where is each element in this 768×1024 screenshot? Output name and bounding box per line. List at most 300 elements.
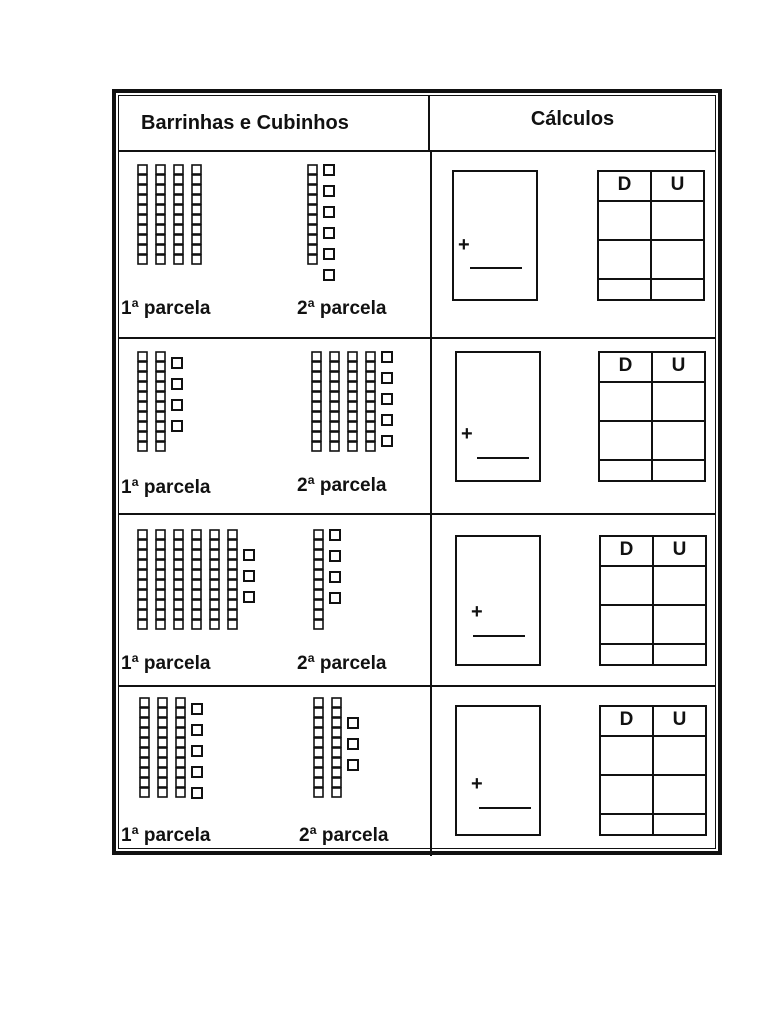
ten-rod-cell	[366, 402, 375, 411]
ten-rod-cell	[192, 580, 201, 589]
unit-cube	[348, 718, 358, 728]
unit-cube	[382, 373, 392, 383]
unit-cube	[172, 379, 182, 389]
sum-line	[479, 807, 531, 809]
place-value-chart[interactable]	[599, 705, 707, 836]
ten-rod-cell	[332, 758, 341, 767]
unit-cube	[324, 207, 334, 217]
ten-rod-cell	[192, 590, 201, 599]
ten-rod-cell	[174, 620, 183, 629]
ten-rod-cell	[330, 352, 339, 361]
ten-rod-cell	[174, 225, 183, 234]
unit-cube	[192, 725, 202, 735]
ten-rod-cell	[312, 352, 321, 361]
ten-rod-cell	[348, 432, 357, 441]
ten-rod-cell	[314, 550, 323, 559]
ten-rod-cell	[210, 560, 219, 569]
ten-rod-cell	[156, 570, 165, 579]
ten-rod-cell	[348, 412, 357, 421]
addition-box[interactable]	[455, 705, 541, 836]
ten-rod-cell	[314, 748, 323, 757]
ten-rod-cell	[156, 392, 165, 401]
ten-rod-cell	[314, 570, 323, 579]
ten-rod-cell	[228, 570, 237, 579]
ten-rod-cell	[174, 580, 183, 589]
ten-rod-cell	[330, 422, 339, 431]
ten-rod-cell	[308, 245, 317, 254]
ten-rod-cell	[314, 590, 323, 599]
ten-rod-cell	[192, 530, 201, 539]
ten-rod-cell	[156, 175, 165, 184]
ten-rod-cell	[210, 550, 219, 559]
ten-rod-cell	[332, 748, 341, 757]
ten-rod-cell	[140, 718, 149, 727]
ten-rod-cell	[156, 620, 165, 629]
ten-rod-cell	[158, 778, 167, 787]
ten-rod-cell	[174, 195, 183, 204]
ten-rod-cell	[138, 382, 147, 391]
units-column-header: U	[652, 353, 704, 382]
ten-rod-cell	[174, 185, 183, 194]
du-cell[interactable]	[653, 644, 705, 664]
ten-rod-cell	[192, 245, 201, 254]
ten-rod-cell	[366, 382, 375, 391]
ten-rod-cell	[176, 708, 185, 717]
ten-rod-cell	[228, 530, 237, 539]
du-cell[interactable]	[601, 775, 653, 814]
ten-rod-cell	[156, 205, 165, 214]
ten-rod-cell	[176, 748, 185, 757]
ten-rod-cell	[176, 718, 185, 727]
first-addend-tens	[137, 164, 209, 271]
ten-rod-cell	[366, 432, 375, 441]
unit-cube	[192, 767, 202, 777]
ten-rod-cell	[174, 600, 183, 609]
du-cell[interactable]	[600, 460, 652, 480]
ten-rod-cell	[140, 748, 149, 757]
ten-rod-cell	[348, 372, 357, 381]
ten-rod-cell	[330, 402, 339, 411]
tens-column-header: D	[599, 172, 651, 201]
ten-rod-cell	[156, 600, 165, 609]
ten-rod-cell	[138, 432, 147, 441]
ten-rod-cell	[210, 590, 219, 599]
place-value-chart[interactable]	[597, 170, 705, 301]
du-cell[interactable]	[653, 566, 705, 605]
sum-line	[473, 635, 525, 637]
first-addend-tens	[137, 529, 245, 636]
ten-rod-cell	[176, 758, 185, 767]
ten-rod-cell	[174, 175, 183, 184]
ten-rod-cell	[314, 718, 323, 727]
du-cell[interactable]	[600, 421, 652, 460]
du-cell[interactable]	[652, 382, 704, 421]
ten-rod-cell	[366, 392, 375, 401]
plus-sign: +	[461, 423, 473, 445]
second-addend-units	[347, 717, 360, 785]
ten-rod-cell	[138, 600, 147, 609]
second-addend-tens	[311, 351, 383, 458]
du-cell[interactable]	[600, 382, 652, 421]
ten-rod-cell	[156, 382, 165, 391]
ten-rod-cell	[332, 728, 341, 737]
ten-rod-cell	[348, 382, 357, 391]
du-cell[interactable]	[601, 814, 653, 834]
ten-rod-cell	[158, 718, 167, 727]
ten-rod-cell	[332, 778, 341, 787]
place-value-chart[interactable]	[598, 351, 706, 482]
ten-rod-cell	[366, 442, 375, 451]
addition-box[interactable]	[455, 351, 541, 482]
sum-line	[470, 267, 522, 269]
ten-rod-cell	[192, 620, 201, 629]
plus-sign: +	[471, 601, 483, 623]
ten-rod-cell	[314, 580, 323, 589]
unit-cube	[382, 415, 392, 425]
ten-rod-cell	[330, 442, 339, 451]
header-calculations: Cálculos	[430, 96, 715, 152]
unit-cube	[330, 530, 340, 540]
ten-rod-cell	[314, 698, 323, 707]
unit-cube	[192, 746, 202, 756]
ten-rod-cell	[140, 788, 149, 797]
ten-rod-cell	[156, 590, 165, 599]
ten-rod-cell	[138, 195, 147, 204]
second-addend-label: 2ª parcela	[297, 653, 387, 674]
ten-rod-cell	[348, 422, 357, 431]
ten-rod-cell	[158, 728, 167, 737]
unit-cube	[244, 571, 254, 581]
plus-sign: +	[471, 773, 483, 795]
ten-rod-cell	[156, 255, 165, 264]
unit-cube	[382, 352, 392, 362]
du-cell[interactable]	[652, 421, 704, 460]
unit-cube	[382, 394, 392, 404]
ten-rod-cell	[348, 442, 357, 451]
ten-rod-cell	[312, 362, 321, 371]
ten-rod-cell	[138, 620, 147, 629]
ten-rod-cell	[174, 215, 183, 224]
ten-rod-cell	[312, 402, 321, 411]
ten-rod-cell	[308, 185, 317, 194]
du-cell[interactable]	[651, 279, 703, 299]
ten-rod-cell	[192, 540, 201, 549]
du-cell[interactable]	[601, 644, 653, 664]
du-cell[interactable]	[653, 775, 705, 814]
ten-rod-cell	[174, 560, 183, 569]
ten-rod-cell	[140, 768, 149, 777]
du-cell[interactable]	[653, 814, 705, 834]
unit-cube	[330, 593, 340, 603]
ten-rod-cell	[156, 245, 165, 254]
unit-cube	[348, 760, 358, 770]
first-addend-tens	[139, 697, 193, 804]
ten-rod-cell	[138, 175, 147, 184]
ten-rod-cell	[138, 540, 147, 549]
ten-rod-cell	[210, 540, 219, 549]
ten-rod-cell	[192, 550, 201, 559]
ten-rod-cell	[156, 560, 165, 569]
ten-rod-cell	[314, 708, 323, 717]
du-cell[interactable]	[601, 605, 653, 644]
unit-cube	[172, 400, 182, 410]
ten-rod-cell	[228, 550, 237, 559]
ten-rod-cell	[348, 392, 357, 401]
ten-rod-cell	[192, 255, 201, 264]
ten-rod-cell	[332, 698, 341, 707]
ten-rod-cell	[138, 205, 147, 214]
ten-rod-cell	[138, 590, 147, 599]
ten-rod-cell	[366, 422, 375, 431]
ten-rod-cell	[158, 758, 167, 767]
ten-rod-cell	[138, 372, 147, 381]
ten-rod-cell	[210, 530, 219, 539]
ten-rod-cell	[312, 382, 321, 391]
ten-rod-cell	[192, 600, 201, 609]
worksheet-table	[118, 95, 716, 849]
du-cell[interactable]	[653, 736, 705, 775]
ten-rod-cell	[156, 432, 165, 441]
ten-rod-cell	[332, 788, 341, 797]
du-cell[interactable]	[652, 460, 704, 480]
exercise-row-4	[119, 685, 715, 856]
unit-cube	[172, 358, 182, 368]
ten-rod-cell	[174, 530, 183, 539]
ten-rod-cell	[210, 620, 219, 629]
ten-rod-cell	[176, 768, 185, 777]
header-blocks: Barrinhas e Cubinhos	[119, 96, 430, 152]
ten-rod-cell	[174, 610, 183, 619]
ten-rod-cell	[140, 758, 149, 767]
ten-rod-cell	[314, 620, 323, 629]
ten-rod-cell	[156, 185, 165, 194]
exercise-row-2	[119, 337, 715, 513]
ten-rod-cell	[138, 392, 147, 401]
column-divider	[430, 339, 432, 513]
ten-rod-cell	[332, 768, 341, 777]
ten-rod-cell	[228, 620, 237, 629]
ten-rod-cell	[156, 422, 165, 431]
ten-rod-cell	[314, 758, 323, 767]
ten-rod-cell	[192, 165, 201, 174]
ten-rod-cell	[348, 402, 357, 411]
unit-cube	[244, 550, 254, 560]
unit-cube	[324, 165, 334, 175]
ten-rod-cell	[158, 698, 167, 707]
ten-rod-cell	[174, 550, 183, 559]
plus-sign: +	[458, 234, 470, 256]
ten-rod-cell	[174, 165, 183, 174]
ten-rod-cell	[210, 570, 219, 579]
ten-rod-cell	[330, 432, 339, 441]
ten-rod-cell	[330, 372, 339, 381]
ten-rod-cell	[228, 590, 237, 599]
ten-rod-cell	[156, 412, 165, 421]
ten-rod-cell	[158, 748, 167, 757]
ten-rod-cell	[192, 560, 201, 569]
ten-rod-cell	[140, 708, 149, 717]
du-cell[interactable]	[653, 605, 705, 644]
du-cell[interactable]	[599, 279, 651, 299]
second-addend-label: 2ª parcela	[297, 298, 387, 319]
ten-rod-cell	[156, 580, 165, 589]
ten-rod-cell	[332, 708, 341, 717]
ten-rod-cell	[308, 165, 317, 174]
ten-rod-cell	[314, 788, 323, 797]
ten-rod-cell	[158, 708, 167, 717]
exercise-row-3	[119, 513, 715, 685]
place-value-chart[interactable]	[599, 535, 707, 666]
unit-cube	[382, 436, 392, 446]
ten-rod-cell	[138, 352, 147, 361]
ten-rod-cell	[176, 738, 185, 747]
first-addend-units	[191, 703, 204, 813]
ten-rod-cell	[174, 540, 183, 549]
tens-column-header: D	[601, 537, 653, 566]
ten-rod-cell	[312, 412, 321, 421]
ten-rod-cell	[228, 610, 237, 619]
ten-rod-cell	[308, 235, 317, 244]
first-addend-label: 1ª parcela	[121, 653, 211, 674]
du-cell[interactable]	[651, 201, 703, 240]
first-addend-label: 1ª parcela	[121, 825, 211, 846]
ten-rod-cell	[228, 560, 237, 569]
ten-rod-cell	[176, 788, 185, 797]
ten-rod-cell	[308, 205, 317, 214]
ten-rod-cell	[156, 225, 165, 234]
first-addend-units	[243, 549, 256, 617]
ten-rod-cell	[314, 540, 323, 549]
ten-rod-cell	[176, 728, 185, 737]
du-cell[interactable]	[601, 566, 653, 605]
ten-rod-cell	[330, 362, 339, 371]
ten-rod-cell	[138, 570, 147, 579]
ten-rod-cell	[176, 698, 185, 707]
first-addend-units	[171, 357, 184, 446]
sum-line	[477, 457, 529, 459]
ten-rod-cell	[138, 580, 147, 589]
ten-rod-cell	[228, 580, 237, 589]
exercise-row-1	[119, 152, 715, 337]
ten-rod-cell	[174, 570, 183, 579]
ten-rod-cell	[332, 738, 341, 747]
second-addend-tens	[313, 697, 349, 804]
second-addend-units	[381, 351, 394, 461]
ten-rod-cell	[366, 362, 375, 371]
ten-rod-cell	[138, 245, 147, 254]
ten-rod-cell	[138, 442, 147, 451]
units-column-header: U	[653, 707, 705, 736]
ten-rod-cell	[312, 422, 321, 431]
addition-box[interactable]	[455, 535, 541, 666]
ten-rod-cell	[314, 768, 323, 777]
du-cell[interactable]	[601, 736, 653, 775]
ten-rod-cell	[228, 540, 237, 549]
ten-rod-cell	[158, 738, 167, 747]
column-divider	[430, 152, 432, 337]
unit-cube	[172, 421, 182, 431]
second-addend-units	[329, 529, 342, 618]
ten-rod-cell	[174, 255, 183, 264]
ten-rod-cell	[314, 610, 323, 619]
tens-column-header: D	[601, 707, 653, 736]
unit-cube	[192, 704, 202, 714]
unit-cube	[324, 186, 334, 196]
ten-rod-cell	[156, 442, 165, 451]
unit-cube	[324, 228, 334, 238]
units-column-header: U	[653, 537, 705, 566]
ten-rod-cell	[330, 382, 339, 391]
units-column-header: U	[651, 172, 703, 201]
first-addend-tens	[137, 351, 173, 458]
ten-rod-cell	[156, 372, 165, 381]
unit-cube	[324, 249, 334, 259]
ten-rod-cell	[210, 580, 219, 589]
ten-rod-cell	[210, 610, 219, 619]
ten-rod-cell	[138, 422, 147, 431]
ten-rod-cell	[140, 738, 149, 747]
du-cell[interactable]	[599, 201, 651, 240]
unit-cube	[244, 592, 254, 602]
ten-rod-cell	[138, 610, 147, 619]
ten-rod-cell	[330, 412, 339, 421]
ten-rod-cell	[138, 165, 147, 174]
ten-rod-cell	[314, 728, 323, 737]
ten-rod-cell	[308, 225, 317, 234]
ten-rod-cell	[314, 738, 323, 747]
ten-rod-cell	[348, 352, 357, 361]
ten-rod-cell	[158, 788, 167, 797]
first-addend-label: 1ª parcela	[121, 298, 211, 319]
ten-rod-cell	[192, 235, 201, 244]
first-addend-label: 1ª parcela	[121, 477, 211, 498]
du-cell[interactable]	[651, 240, 703, 279]
ten-rod-cell	[138, 225, 147, 234]
ten-rod-cell	[228, 600, 237, 609]
tens-column-header: D	[600, 353, 652, 382]
addition-box[interactable]	[452, 170, 538, 301]
ten-rod-cell	[192, 215, 201, 224]
ten-rod-cell	[140, 698, 149, 707]
ten-rod-cell	[348, 362, 357, 371]
ten-rod-cell	[192, 185, 201, 194]
ten-rod-cell	[174, 235, 183, 244]
ten-rod-cell	[314, 778, 323, 787]
ten-rod-cell	[174, 245, 183, 254]
ten-rod-cell	[308, 195, 317, 204]
ten-rod-cell	[156, 215, 165, 224]
ten-rod-cell	[138, 560, 147, 569]
ten-rod-cell	[156, 402, 165, 411]
ten-rod-cell	[192, 195, 201, 204]
unit-cube	[330, 551, 340, 561]
ten-rod-cell	[174, 205, 183, 214]
ten-rod-cell	[156, 195, 165, 204]
ten-rod-cell	[156, 362, 165, 371]
ten-rod-cell	[140, 728, 149, 737]
ten-rod-cell	[140, 778, 149, 787]
ten-rod-cell	[138, 412, 147, 421]
ten-rod-cell	[314, 560, 323, 569]
unit-cube	[324, 270, 334, 280]
ten-rod-cell	[156, 165, 165, 174]
ten-rod-cell	[332, 718, 341, 727]
ten-rod-cell	[308, 175, 317, 184]
du-cell[interactable]	[599, 240, 651, 279]
ten-rod-cell	[158, 768, 167, 777]
ten-rod-cell	[366, 352, 375, 361]
ten-rod-cell	[366, 372, 375, 381]
